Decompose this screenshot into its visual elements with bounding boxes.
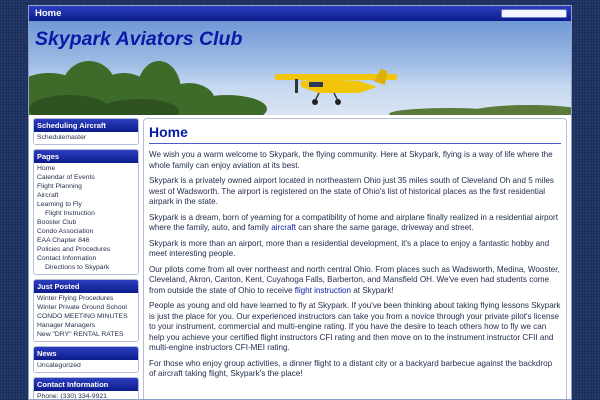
sidebar-link-schedulemaster[interactable]: Schedulemaster [37,134,87,141]
paragraph-dream: Skypark is a dream, born of yearning for a compatibility of home and airplane finally realized in a residential airport where the family, auto, and family aircraft can share the same garage, driveway and street. [149,212,558,232]
sidebar-widget-pages [33,149,139,275]
nav-home-link[interactable]: Home [35,8,62,19]
sidebar-widget-news [33,346,139,373]
page-title: Home [149,124,561,144]
sidebar-item-contact[interactable]: Contact Information [37,255,97,262]
sidebar-item-condo-association[interactable]: Condo Association [37,228,94,235]
sidebar-item-policies[interactable]: Policies and Procedures [37,246,111,253]
post-link[interactable]: Hanager Managers [37,322,96,329]
page-container [28,5,572,400]
paragraph-activities: For those who enjoy group activities, a dinner flight to a distant city or a backyard barbecue against the backdrop of aircraft taking flight, Skypark's the place! [149,358,553,378]
paragraph-community: Skypark is more than an airport, more than a residential development, it's a place to enjoy a fantastic hobby and meet interesting people. [149,238,550,258]
paragraph-welcome: We wish you a warm welcome to Skypark, the flying community. Here at Skypark, flying is a way of life where the whole family can enjoy aviation at its best. [149,150,553,170]
paragraph-learn-to-fly: People as young and old have learned to fly at Skypark. If you've been thinking about taking flying lessons Skypark is just the place for you. Our experienced instructors can take you from a novice through your private pilot's license to your instrument, commercial and multi-engine rating. If you have the desire to teach others how to fly we can help you achieve your certified flight instructors CFI rating and then move on to the instrument instructor CFII and multi-engine instructors CFI-MEI rating. [149,301,561,352]
paragraph-location: Skypark is a privately owned airport located in northeastern Ohio just 35 miles south of Cleveland Oh and 5 miles west of Wadsworth. The airport is registered on the state of Ohio's list of historical places as the first residential airpark in the state. [149,176,554,206]
sidebar-item-directions[interactable]: Directions to Skypark [45,264,110,271]
widget-title: Just Posted [34,280,138,293]
contact-phone: Phone: (330) 334-9921 [37,393,107,400]
sidebar-item-calendar[interactable]: Calendar of Events [37,174,95,181]
top-nav-bar [29,6,571,21]
sidebar-widget-scheduling [33,118,139,145]
post-link[interactable]: Winter Private Ground School [37,304,127,311]
widget-title: Scheduling Aircraft [34,119,138,132]
sidebar-item-home[interactable]: Home [37,165,56,172]
header-banner [29,21,571,115]
paragraph-pilots: Our pilots come from all over northeast and north central Ohio. From places such as Wadsworth, Medina, Wooster, Cleveland, Akron, Canton, Kent, Cuyahoga Falls, Barberton, and Mansfield OH. We've even had students come from outside the state of Ohio to receive flight instruction at Skypark! [149,264,560,295]
sidebar-item-learning-to-fly[interactable]: Learning to Fly [37,201,82,208]
widget-title: Pages [34,150,138,163]
post-link[interactable]: Winter Flying Procedures [37,295,114,302]
flight-instruction-link[interactable]: flight instruction [294,285,351,295]
sidebar-widget-contact [33,377,139,400]
main-content [143,118,567,400]
sidebar-widget-just-posted [33,279,139,342]
sidebar-item-booster-club[interactable]: Booster Club [37,219,77,226]
post-link[interactable]: CONDO MEETING MINUTES [37,313,128,320]
category-link[interactable]: Uncategorized [37,362,81,369]
search-input[interactable] [501,9,567,18]
airplane-icon [275,69,397,105]
widget-title: News [34,347,138,360]
site-title[interactable]: Skypark Aviators Club [35,28,243,50]
widget-title: Contact Information [34,378,138,391]
sidebar-item-flight-instruction[interactable]: Flight Instruction [45,210,95,217]
sidebar-item-aircraft[interactable]: Aircraft [37,192,59,199]
aircraft-link[interactable]: aircraft [271,223,296,232]
sidebar-item-eaa-chapter[interactable]: EAA Chapter 846 [37,237,90,244]
sidebar-item-flight-planning[interactable]: Flight Planning [37,183,82,190]
sidebar [33,118,139,400]
post-link[interactable]: New "DRY" RENTAL RATES [37,331,124,338]
